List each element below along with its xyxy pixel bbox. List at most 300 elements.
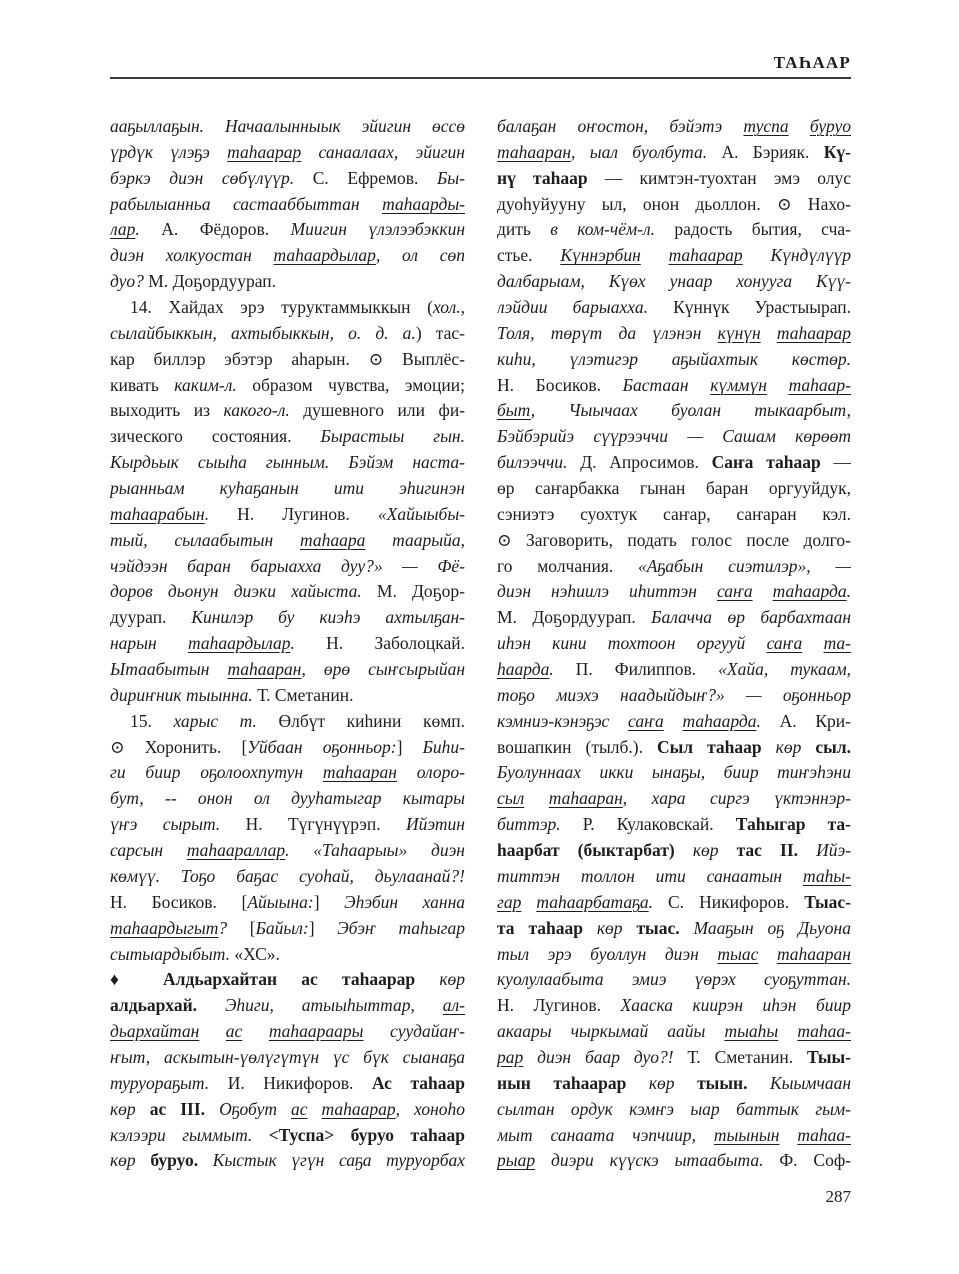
cited-word-text: таһаардылар [273,245,376,266]
text-run: акаары чыркымай аайы [497,1021,725,1042]
text-line [110,502,465,528]
text-run: Эбэҥ таһыгар [337,917,465,938]
cited-word-text: таһааран [497,141,572,162]
text-run [719,840,737,860]
headword-text: Сыл таһаар [656,736,762,757]
headword-text: Тыы- [807,1046,851,1067]
text-run [789,116,810,136]
text-run: «ХС». [229,943,280,964]
cited-word-text: та- [823,633,851,654]
text-run: М. Доҕор- [361,581,465,602]
text-run: , Чыычаах буолан тыкаарбыт, [530,400,851,421]
text-line [497,890,851,916]
text-run: С. Никифоров. [653,891,805,912]
text-run [641,245,669,265]
text-run: в ком-чём-л. [550,219,655,240]
text-line [110,1045,465,1071]
text-line [110,683,465,709]
text-line [110,217,465,243]
text-line [110,140,465,166]
text-line [110,450,465,476]
cited-word-text: таһаарда [772,581,847,602]
text-run: А. Бэрияк. [707,141,824,162]
header-rule [110,77,851,79]
text-line [110,1019,465,1045]
text-line [110,1148,465,1174]
text-run: Буолуннаах икки ынаҕы, биир тиҥэһэни [497,762,851,783]
text-run: И. Никифоров. [209,1072,372,1093]
text-run: стье. [497,245,561,266]
text-run: сылайбыккын, ахтыбыккын, о. д. а. [110,322,416,343]
text-line [497,243,851,269]
text-run [242,1021,269,1041]
text-run: выходить из [110,400,224,421]
text-run [802,633,823,653]
cited-word-text: гар [497,891,522,912]
text-run [197,995,225,1015]
cited-word-text: туспа [743,116,789,136]
text-run: көр [110,1150,136,1171]
text-line [110,942,465,968]
text-line [110,605,465,631]
headword-text: Таһыгар та- [735,814,851,835]
text-line [497,140,851,166]
text-line [497,373,851,399]
cited-word-text: ас [290,1098,308,1119]
text-run: санаалаах, эйигин [301,141,465,162]
cited-word-text: саҥа [628,710,664,731]
text-line [110,114,465,140]
text-run: кэлээри гыммыт. [110,1124,253,1145]
cited-word-text: таһаарар [668,245,743,266]
text-run: П. Филиппов. [553,659,719,680]
cited-word-text: таһаарар [776,322,851,343]
cited-word-text: ас [225,1021,243,1042]
text-run: көр [692,840,719,861]
text-run: таарыйа, [365,529,465,550]
cited-word-text: таһааран [548,788,623,809]
text-run: көр [439,969,465,990]
headword-text: тас II. [736,840,799,861]
text-run: сылтан ордук кэмҥэ ыар баттык гым- [497,1098,851,1119]
cited-word-text: таһаар- [788,374,851,395]
text-run: С. Ефремов. [294,167,437,188]
text-run: душевного или фи- [289,400,465,421]
headword-text: тыын. [697,1072,748,1093]
text-run: Кинилэр бу киэһэ ахтылҕан- [191,607,465,628]
text-run [767,375,789,395]
text-run: өр саҥарбакка гынан баран оргууйдук, [497,478,851,499]
headword-text: нү таһаар [497,167,588,188]
text-line [110,243,465,269]
text-run: М. Доҕордуурап. [143,271,276,292]
text-run: билээччи. [497,452,568,473]
text-run: куолулаабыта эмиэ үөрэх суоҕуттан. [497,969,851,990]
cited-word-text: Күннэрбин [560,245,641,266]
text-line [497,502,851,528]
text-run: тоҕо миэхэ наадыйдыҥ?» — оҕонньор [497,684,851,705]
running-head: ТАҺААР [773,53,851,72]
text-run: . «Таһаарыы» диэн [285,840,465,861]
text-run: 14. Хайдах эрэ туруктаммыккын ( [130,297,433,318]
text-line [110,295,465,321]
text-line [497,424,851,450]
left-column [110,114,465,1174]
text-run: Н. Заболоцкай. [294,633,465,654]
text-run: Н. Лугинов. [497,995,621,1016]
cited-word-text: сыл [497,788,525,809]
cited-word-text: таһаараары [268,1021,364,1042]
text-run: дуоһуйууну ыл, онон дьоллон. ⊙ Нахо- [497,193,851,214]
headword-text: Кү- [823,141,851,162]
text-run: харыс т. [173,710,257,731]
text-run: титтэн толлон ити санаатын [497,865,803,886]
text-run: Н. Босиков. [497,374,623,395]
text-run: — [820,452,851,473]
text-run [524,788,549,808]
text-run: Эһиги, атыыһыттар, [224,995,443,1016]
text-line [110,321,465,347]
cited-word-text: быт [497,400,531,421]
text-line [497,114,851,140]
text-run [664,711,683,731]
text-run: мыт санаата чэпчиир, [497,1124,714,1145]
text-line [497,709,851,735]
text-run: Биһи- [422,736,465,757]
text-run [583,918,597,938]
right-column [497,114,851,1174]
text-line [110,864,465,890]
text-line [497,166,851,192]
text-run: тыл эрэ буоллун диэн [497,943,718,964]
text-run: хол., [432,297,465,318]
text-run: иһэн кини тохтоон оргууй [497,633,767,654]
text-run: диэн баар дуо?! [523,1046,674,1067]
cited-word-text: таһы- [802,865,851,886]
text-run: Оҕобут [219,1098,291,1119]
cited-word-text: лар [110,219,136,240]
cited-word-text: таһаардыгыт [110,917,219,938]
text-line [497,683,851,709]
cited-word-text: ал- [442,995,465,1016]
text-run: үрдүк үлэҕэ [110,141,228,162]
cited-word-text: буруо [809,116,851,136]
text-run: Байыл: [255,917,309,938]
text-run [136,1150,151,1170]
text-line [497,942,851,968]
text-run: Т. Сметанин. [252,684,354,705]
text-run [675,840,693,860]
text-line [110,735,465,761]
text-line [110,528,465,554]
text-run [675,1073,698,1093]
text-run: ] [308,917,338,938]
headword-text: алдьархай. [110,995,198,1016]
text-line [497,579,851,605]
headword-text: Тыас- [804,891,851,912]
headword-text: сыл. [815,736,851,757]
text-run: ] [313,891,345,912]
headword-text: Ас таһаар [371,1072,465,1093]
text-line [497,398,851,424]
text-run: диэн холкуостан [110,245,274,266]
text-run: , өрө сыҥсырыйан [301,659,465,680]
cited-word-text: таһааран [227,659,302,680]
text-line [110,269,465,295]
headword-text: тыас. [636,917,680,938]
text-run: «Хайа, тукаам, [718,659,851,680]
text-run: [ [227,917,256,938]
cited-word-text: дьархайтан [110,1021,200,1042]
text-run: Миигин үлэлээбэккин [290,219,465,240]
text-run: образом чувства, эмоции; [236,374,465,395]
cited-word-text: рыар [497,1150,536,1171]
text-run: радость бытия, сча- [654,219,851,240]
text-line [497,476,851,502]
text-run: «Аҕабын сиэтилэр», — [638,555,851,576]
cited-word-text: таһаа- [797,1124,851,1145]
text-run: ⊙ Заговорить, подать голос после долго- [497,529,851,550]
text-line [497,838,851,864]
text-run: кэмниэ-кэнэҕэс [497,710,629,731]
cited-word-text: таһаардылар [188,633,291,654]
text-line [497,295,851,321]
text-run: Айыына: [247,891,314,912]
text-run: балаҕан оҥостон, бэйэтэ [497,116,744,136]
text-line [110,812,465,838]
text-run: Өлбүт киһини көмп. [256,710,465,731]
text-run: диэн нэһиилэ иһиттэн [497,581,717,602]
cited-word-text: таһаараллар [186,840,286,861]
text-line [497,657,851,683]
text-run: Ытаабытын [110,659,228,680]
text-run: бэркэ диэн сөбүлүүр. [110,167,295,188]
cited-word-text: күнүн [717,322,761,343]
text-line [110,476,465,502]
text-line [497,1045,851,1071]
text-line [110,554,465,580]
text-run: сытыардыбыт. [110,943,230,964]
text-run: А. Фёдоров. [139,219,291,240]
text-line [497,735,851,761]
text-run: киһи, үлэтигэр аҕыйахтык көстөр. [497,348,851,369]
headword-text: буруо. [150,1150,199,1171]
text-run: ги биир оҕолоохпутун [110,762,323,783]
text-line [110,347,465,373]
text-run [753,581,773,601]
text-line [110,166,465,192]
text-line [110,657,465,683]
text-run: Күндүлүүр [742,245,851,266]
text-run: го молчания. [497,555,639,576]
text-run: рыанньам куһаҕанын ити эһигинэн [110,478,465,499]
text-run: нарын [110,633,189,654]
text-run [778,1021,797,1041]
text-run: вошапкин (тылб.). [497,736,657,757]
cited-word-text: таһааран [322,762,397,783]
text-run: — кимтэн-туохтан эмэ олус [587,167,851,188]
text-run: ҥыт, аскытын-үөлүгүтүн үс бүк сыанаҕа [110,1046,465,1067]
text-run: . [648,891,653,912]
text-run: . [846,581,851,602]
text-line [497,450,851,476]
text-run: Кыстык үгүн саҕа туруорбах [198,1150,465,1171]
text-line [497,1071,851,1097]
text-run: каким-л. [174,374,237,395]
text-run: кивать [110,374,175,395]
text-line [110,967,465,993]
text-line [110,709,465,735]
text-line [497,631,851,657]
text-run: рабылыанньа састааббыттан [110,193,383,214]
text-run: Н. Босиков. [ [110,891,248,912]
text-run: Балачча өр барбахтаан [651,607,851,628]
text-run: диэри күүскэ ытаабыта. [535,1150,764,1171]
headword-text: Саҥа таһаар [711,452,821,473]
text-line [110,786,465,812]
headword-text: ас III. [149,1098,206,1119]
cited-word-text: таһаарар [227,141,302,162]
text-line [110,1123,465,1149]
text-run: Ийэ- [798,840,851,861]
text-run: Күннүк Урастыырап. [647,297,851,318]
text-line [497,1123,851,1149]
text-run [415,969,439,989]
cited-word-text: таһаарабын [110,503,205,524]
text-run: бут, -- онон ол дууһатыгар кытары [110,788,465,809]
text-line [110,424,465,450]
text-line [497,554,851,580]
text-run: лэйдии барыахха. [497,297,648,318]
cited-word-text: таһаарды- [382,193,465,214]
headword-text: нын таһаарар [497,1072,627,1093]
text-run: чэйдээн баран барыахха дуу?» — Фё- [110,555,465,576]
text-run: 15. [130,710,174,731]
text-run: дить [497,219,551,240]
text-line [110,398,465,424]
text-run [623,918,637,938]
text-line [110,993,465,1019]
text-run [801,737,815,757]
text-run: Бастаан [622,374,711,395]
text-run: Ийэтин [406,814,465,835]
text-line [110,1071,465,1097]
text-run [761,323,777,343]
text-run: А. Кри- [760,710,851,731]
cited-word-text: тыынын [713,1124,780,1145]
cited-word-text: рар [497,1046,524,1067]
text-line [110,192,465,218]
text-run: Д. Апросимов. [567,452,712,473]
text-run: , хоноһо [395,1098,465,1119]
text-run: сэниэтэ суохтук саҥар, саҥаран кэл. [497,503,851,524]
text-run [521,892,536,912]
text-line [497,993,851,1019]
text-run: . [549,659,554,680]
text-run [136,1099,150,1119]
text-run [758,944,777,964]
text-run [762,737,776,757]
text-run: доров дьонун диэки хайыста. [110,581,362,602]
text-run: Толя, төрүт да үлэнэн [497,322,718,343]
text-run: . [135,219,140,240]
text-run: Мааҕын оҕ Дьуона [679,917,851,938]
headword-text: <Туспа> буруо таһаар [268,1124,465,1145]
text-run: кар биллэр эбэтэр аһарын. ⊙ Выплёс- [110,348,465,369]
text-run: , ыал буолбута. [571,141,708,162]
text-line [497,916,851,942]
text-run: Р. Кулаковскай. [560,814,736,835]
text-run [779,1125,797,1145]
text-run: Хааска киирэн иһэн биир [620,995,851,1016]
text-run: ? [218,917,228,938]
text-line [497,967,851,993]
text-run: сарсын [110,840,187,861]
text-run: какого-л. [223,400,290,421]
text-run [199,1021,226,1041]
text-line [110,1097,465,1123]
text-line [110,838,465,864]
cited-word-text: таһаарда [682,710,757,731]
text-line [110,579,465,605]
text-run: ) тас- [415,322,465,343]
headword-text: һаарбат (быктарбат) [497,840,675,861]
text-run: зического состояния. [110,426,321,447]
text-run: Т. Сметанин. [673,1046,808,1067]
cited-word-text: таһаара [300,529,366,550]
cited-word-text: таһаа- [797,1021,851,1042]
text-run: , ол сөп [375,245,465,266]
text-run: . [204,503,210,524]
cited-word-text: тыас [717,943,759,964]
cited-word-text: таһаарар [321,1098,396,1119]
text-line [497,605,851,631]
cited-word-text: таһааран [776,943,851,964]
text-line [497,1148,851,1174]
text-run: тый, сылаабытын [110,529,300,550]
text-run: үҥэ сырыт. [110,814,221,835]
text-line [497,217,851,243]
text-run: биттэр. [497,814,561,835]
text-line [497,864,851,890]
text-run: көр [775,736,802,757]
cited-word-text: таһаарбатаҕа [536,891,649,912]
text-run: . [290,633,295,654]
text-run: көр [596,917,623,938]
cited-word-text: һаарда [497,659,550,680]
text-run: көр [648,1072,675,1093]
text-run: Н. Түгүнүүрэп. [220,814,407,835]
headword-text: та таһаар [497,917,583,938]
text-run: Бэйбэрийэ сүүрээччи — Сашам көрөөт [497,426,851,447]
text-line [110,916,465,942]
text-run: Кырдьык сыыһа гынным. Бэйэм наста- [110,452,465,473]
text-run: туруораҕыт. [110,1072,210,1093]
text-run: М. Доҕордуурап. [497,607,652,628]
text-line [497,321,851,347]
text-line [497,269,851,295]
text-run: Кыымчаан [747,1072,851,1093]
cited-word-text: саҥа [766,633,803,654]
cited-word-text: тыаһы [724,1021,779,1042]
text-run: , хара сиргэ үктэннэр- [622,788,851,809]
text-run [205,1099,219,1119]
text-run: далбарыам, Күөх унаар хонууга Күү- [497,271,851,292]
text-run: ] [396,736,423,757]
cited-word-text: күммүн [710,374,767,395]
text-line [497,1097,851,1123]
text-line [497,786,851,812]
